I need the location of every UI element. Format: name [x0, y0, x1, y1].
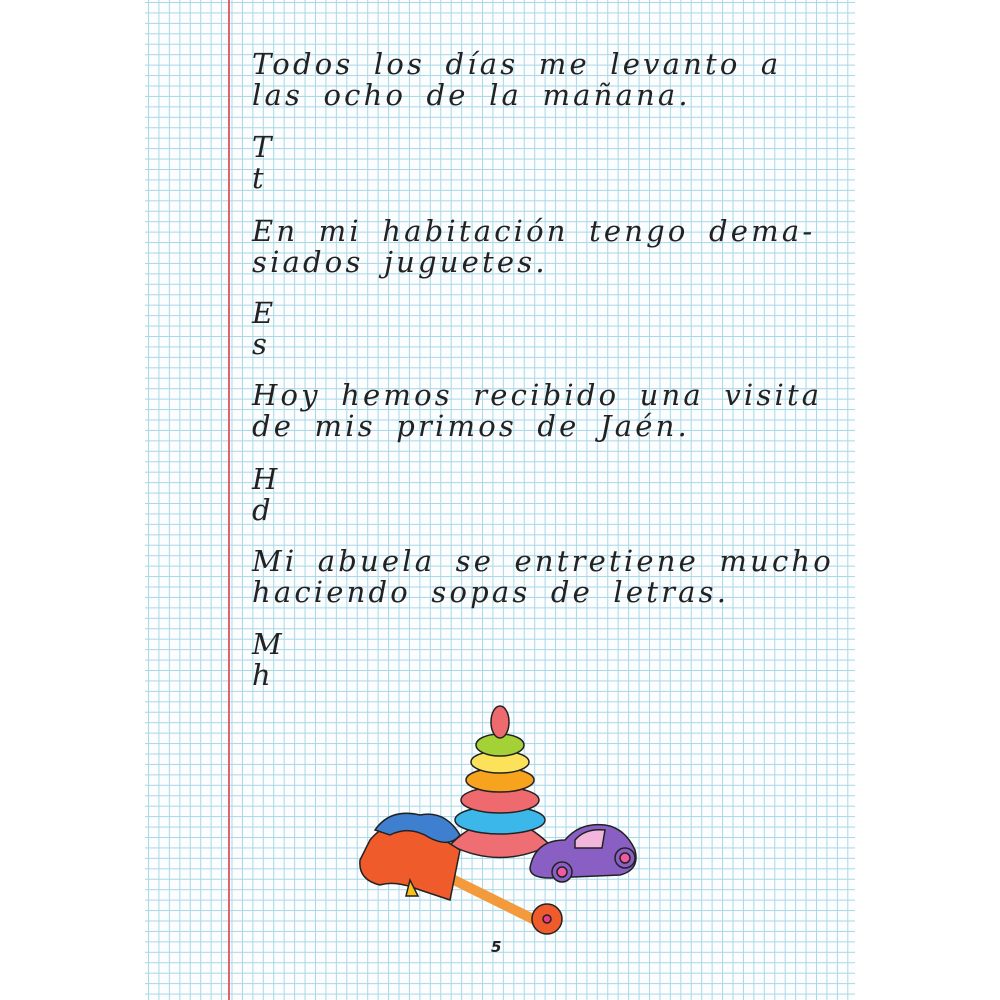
toy-car — [530, 825, 636, 882]
practice-letter-lower: d — [252, 493, 274, 527]
sentence-line: Mi abuela se entretiene mucho — [252, 544, 834, 578]
sentence-line: siados juguetes. — [252, 245, 548, 279]
notebook-page — [145, 0, 855, 1000]
sentence-line: de mis primos de Jaén. — [252, 409, 690, 443]
sentence-line: En mi habitación tengo dema- — [252, 214, 816, 248]
sentence-line: haciendo sopas de letras. — [252, 575, 730, 609]
practice-letter-upper: T — [252, 130, 275, 164]
practice-letter-upper: H — [252, 462, 281, 496]
practice-letter-upper: M — [252, 627, 285, 661]
page-number: 5 — [491, 938, 502, 956]
practice-letter-lower: h — [252, 658, 274, 692]
toys-illustration — [350, 700, 650, 940]
practice-letter-lower: s — [252, 327, 271, 361]
practice-letter-lower: t — [252, 161, 267, 195]
stacking-rings-toy — [450, 706, 550, 858]
margin-line — [228, 0, 230, 1000]
sentence-line: las ocho de la mañana. — [252, 78, 691, 112]
practice-letter-upper: E — [252, 296, 277, 330]
sentence-line: Todos los días me levanto a — [252, 47, 782, 81]
sentence-line: Hoy hemos recibido una visita — [252, 378, 823, 412]
